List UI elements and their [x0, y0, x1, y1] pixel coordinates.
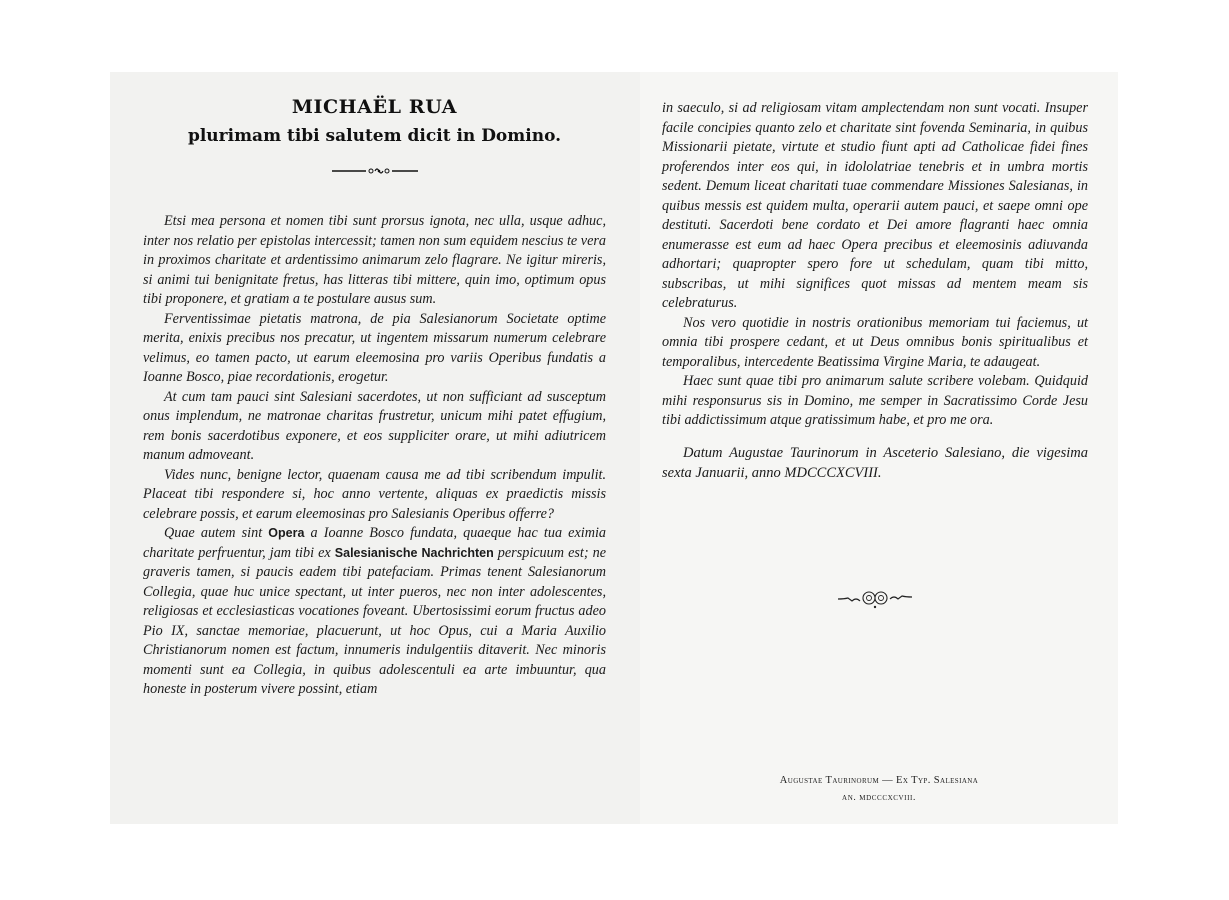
- paragraph-5-part-1: Quae autem sint: [164, 525, 269, 541]
- paragraph-5: [143, 524, 606, 700]
- flourish-ornament-icon: [836, 587, 914, 611]
- right-page: [640, 72, 1118, 824]
- letter-subtitle: plurimam tibi salutem dicit in Domino.: [187, 126, 562, 146]
- letter-title: MICHAËL RUA: [291, 96, 458, 118]
- left-body-text: [143, 212, 606, 700]
- paragraph-8: Haec sunt quae tibi pro animarum salute scribere volebam. Quidquid mihi responsurus sis in Domino, me semper in Sacratissimo Corde Jesu tibi addictissimum atque gratissimum habe, et pro me ora.: [662, 373, 1088, 428]
- left-page: [110, 72, 640, 824]
- right-body-text: [662, 99, 1088, 431]
- paragraph-5-part-3: perspicuum est; ne graveris tamen, si paucis eadem tibi patefaciam. Primas tenent Salesianorum Collegia, quae huc unice spectant, ut inter pueros, nec non inter adolescentes, religiosas et ecclesiasticas vocationes foveant. Ubertosissimi eorum fructus adeo Pio IX, sanctae memoriae, placuerunt, ut hoc Opus, cui a Maria Auxilio Christianorum nomen est factum, innumeris indulgentiis ditaverit. Nec minoris momenti sunt ea Collegia, in quibus adolescentuli ea arte imbuuntur, qua honeste in posterum vivere possint, etiam: [143, 544, 607, 697]
- imprint-year: an. mdcccxcviii.: [842, 793, 916, 803]
- date-block: [662, 443, 1088, 483]
- paragraph-5-part-2: a Ioanne Bosco fundata, quaeque hac tua eximia charitate perfruentur, jam tibi ex: [143, 525, 606, 561]
- paragraph-7: Nos vero quotidie in nostris orationibus memoriam tui faciemus, ut omnia tibi prospere cedant, et ut Deus omnibus bonis spiritualibus et temporalibus, intercedente Beatissima Virgine Maria, te adaugeat.: [662, 314, 1088, 370]
- publication-name: Salesianische Nachrichten: [334, 545, 494, 560]
- paragraph-6: in saeculo, si ad religiosam vitam amplectendam non sunt vocati. Insuper facile concipies quanto zelo et charitate sint fovenda Seminaria, in quibus Missionarii pietate, virtute et studio fiunt apti ad Catholicae fidei fines proferendos inter eos qui, in idololatriae tenebris et in umbra mortis sedent. Demum liceat charitati tuae commendare Missiones Salesianas, in quibus messis est quidem multa, operarii autem pauci, et saepe omni ope destituti. Sacerdoti bene cordato et Dei amore flagranti haec omnia enumerasse est eum ad haec Opera precibus et eleemosinis adiuvanda adhortari; quapropter spero fore ut schedulam, quam tibi mitto, subscribas, ut mihi significes quot missas ad mentem meam sis celebraturus.: [662, 100, 1088, 311]
- paragraph-1: Etsi mea persona et nomen tibi sunt prorsus ignota, nec ulla, usque adhuc, inter nos relatio per epistolas intercessit; tamen non sum equidem nescius te vera in proximos charitate et ardentissimo animarum zelo flagrare. Ne igitur mireris, si animi tui benignitate fretus, has litteras tibi mittere, quin imo, optimum opus tibi proponere, et gratiam a te postulare ausus sum.: [143, 213, 606, 307]
- opera-term: Opera: [268, 526, 305, 540]
- paragraph-4: Vides nunc, benigne lector, quaenam causa me ad tibi scribendum impulit. Placeat tibi respondere si, hoc anno vertente, aliquas ex praedictis missis celebrare possis, et earum eleemosinas pro Salesianis Operibus offerre?: [143, 466, 606, 522]
- imprint-place: Augustae Taurinorum — Ex Typ. Salesiana: [779, 775, 979, 786]
- ornamental-divider-icon: [330, 166, 420, 176]
- paragraph-3: At cum tam pauci sint Salesiani sacerdotes, ut non sufficiant ad susceptum onus implendum, ne matronae charitas frustretur, unicum mihi patet effugium, rem bonis sacerdotibus exponere, et eos suppliciter orare, ut mihi adiutricem manum admoveant.: [143, 388, 606, 463]
- paragraph-2: Ferventissimae pietatis matrona, de pia Salesianorum Societate optime merita, enixis precibus nos precatur, ut ingentem missarum numerum celebrare velimus, eo tamen pacto, ut earum eleemosina pro variis Operibus fundatis a Ioanne Bosco, piae recordationis, erogetur.: [143, 310, 606, 385]
- datum-line: Datum Augustae Taurinorum in Asceterio Salesiano, die vigesima sexta Januarii, anno MDCCCXCVIII.: [662, 444, 1088, 481]
